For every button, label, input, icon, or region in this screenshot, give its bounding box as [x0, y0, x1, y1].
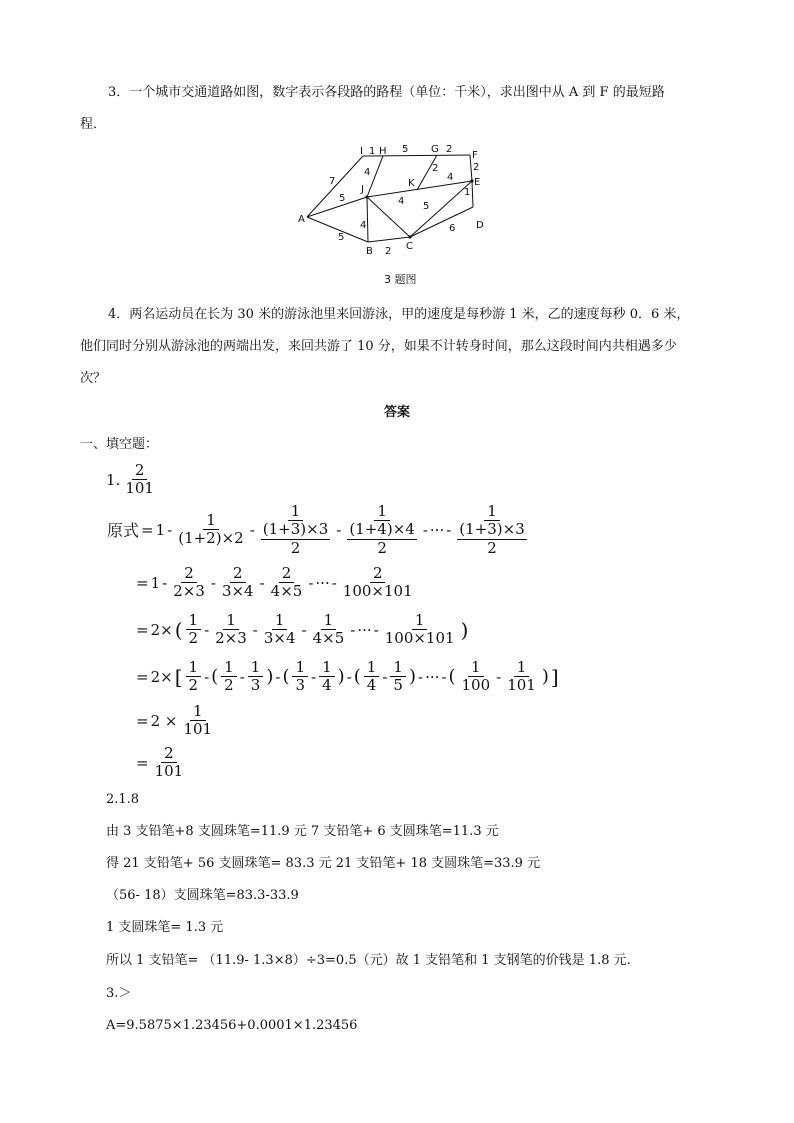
edge-JB	[367, 197, 368, 242]
edge-label-KG: 2	[432, 163, 439, 174]
answer3-line1: A=9.5875×1.23456+0.0001×1.23456	[106, 1018, 358, 1033]
node-label-B: B	[366, 246, 373, 257]
edge-label-JB: 4	[360, 220, 367, 231]
edge-label-AB: 5	[338, 232, 345, 243]
formula-line-2: = 1 - 2 2×3 - 2 3×4 - 2 4×5 - ··· - 2 100×101	[136, 564, 413, 601]
edge-DC	[410, 207, 473, 237]
formula-line-4: = 2× [ 1 2 - ( 1 2 - 1 3 ) - ( 1 3 - 1 4 ) - ( 1 4 - 1 5 ) - ··· - ( 1 100 - 1 101 ) ]	[136, 658, 559, 695]
edge-label-KE: 4	[447, 172, 454, 183]
node-label-G: G	[431, 144, 439, 155]
fraction: 2 101	[125, 461, 154, 498]
edge-label-BC: 2	[385, 246, 392, 257]
q3-line1: 3．一个城市交通道路如图，数字表示各段路的路程（单位：千米），求出图中从 A 到 F 的最短路	[108, 85, 665, 100]
section-heading: 一、填空题：	[80, 437, 159, 452]
figure-caption: 3 题图	[384, 273, 417, 286]
q4-line1: 4．两名运动员在长为 30 米的游泳池里来回游泳，甲的速度是每秒游 1 米，乙的速度每秒 0．6 米，	[108, 307, 690, 322]
formula-line-6: = $\frac{2}{101}$	[136, 744, 184, 781]
node-label-J: J	[361, 184, 364, 195]
formula-line-3: = 2× ( 1 2 - 1 2×3 - 1 3×4 - 1 4×5 - ··· - 1 100×101 )	[136, 611, 469, 648]
answers-title: 答案	[384, 405, 411, 420]
q4-line2: 他们同时分别从游泳池的两端出发，来回共游了 10 分，如果不计转身时间，那么这段时间内共相遇多少	[80, 339, 677, 354]
edge-label-JE: 4	[398, 196, 405, 207]
node-label-D: D	[476, 220, 484, 231]
node-label-C: C	[406, 241, 413, 252]
answer2-line4: 1 支圆珠笔= 1.3 元	[106, 920, 224, 935]
edge-label-EC: 1	[464, 187, 471, 198]
node-label-F: F	[472, 150, 478, 161]
formula-line-5: = 2 × $\frac{1}{101}$	[136, 702, 213, 739]
node-label-K: K	[408, 178, 415, 189]
node-label-I: I	[360, 146, 363, 157]
edge-label-GF: 2	[446, 144, 453, 155]
edge-label-FE: 2	[473, 162, 480, 173]
edge-BC	[368, 237, 410, 242]
edge-label-AJ: 5	[339, 193, 346, 204]
edge-label-CJ: 5	[423, 201, 430, 212]
formula-line-1: 原式 = 1 - 1 (1+2)×2 - 1 $\frac{(1+3)\times 3}{2}$ - 1 $\frac{(1+4)\times 4}{2}$ - ··· - 1 $\frac{(1+3)\times 3}{2}$	[107, 502, 525, 557]
edge-label-IH: 1	[369, 146, 376, 157]
edge-label-JH: 4	[364, 167, 371, 178]
q3-line2: 程．	[80, 117, 107, 132]
q4-line3: 次？	[80, 371, 107, 386]
answer2-line2: 得 21 支铅笔+ 56 支圆珠笔= 83.3 元 21 支铅笔+ 18 支圆珠笔=33.9 元	[106, 856, 541, 871]
road-network-diagram	[295, 140, 515, 260]
answer2-line3: （56- 18）支圆珠笔=83.3-33.9	[106, 888, 299, 903]
node-label-E: E	[474, 177, 481, 188]
edge-label-AI: 7	[329, 176, 336, 187]
edge-label-CD: 6	[449, 223, 456, 234]
answer3-head: 3.＞	[106, 986, 132, 1001]
edge-label-HG: 5	[402, 144, 409, 155]
node-label-A: A	[298, 214, 305, 225]
answer1-result: 1. 2 101	[106, 462, 159, 498]
answer2-head: 2.1.8	[106, 792, 140, 807]
edge-ED	[472, 181, 473, 207]
node-label-H: H	[379, 146, 387, 157]
answer2-line1: 由 3 支铅笔+8 支圆珠笔=11.9 元 7 支铅笔+ 6 支圆珠笔=11.3 元	[106, 824, 499, 839]
answer2-line5: 所以 1 支铅笔= （11.9- 1.3×8）÷3=0.5（元）故 1 支铅笔和 1 支钢笔的价钱是 1.8 元.	[106, 953, 631, 968]
